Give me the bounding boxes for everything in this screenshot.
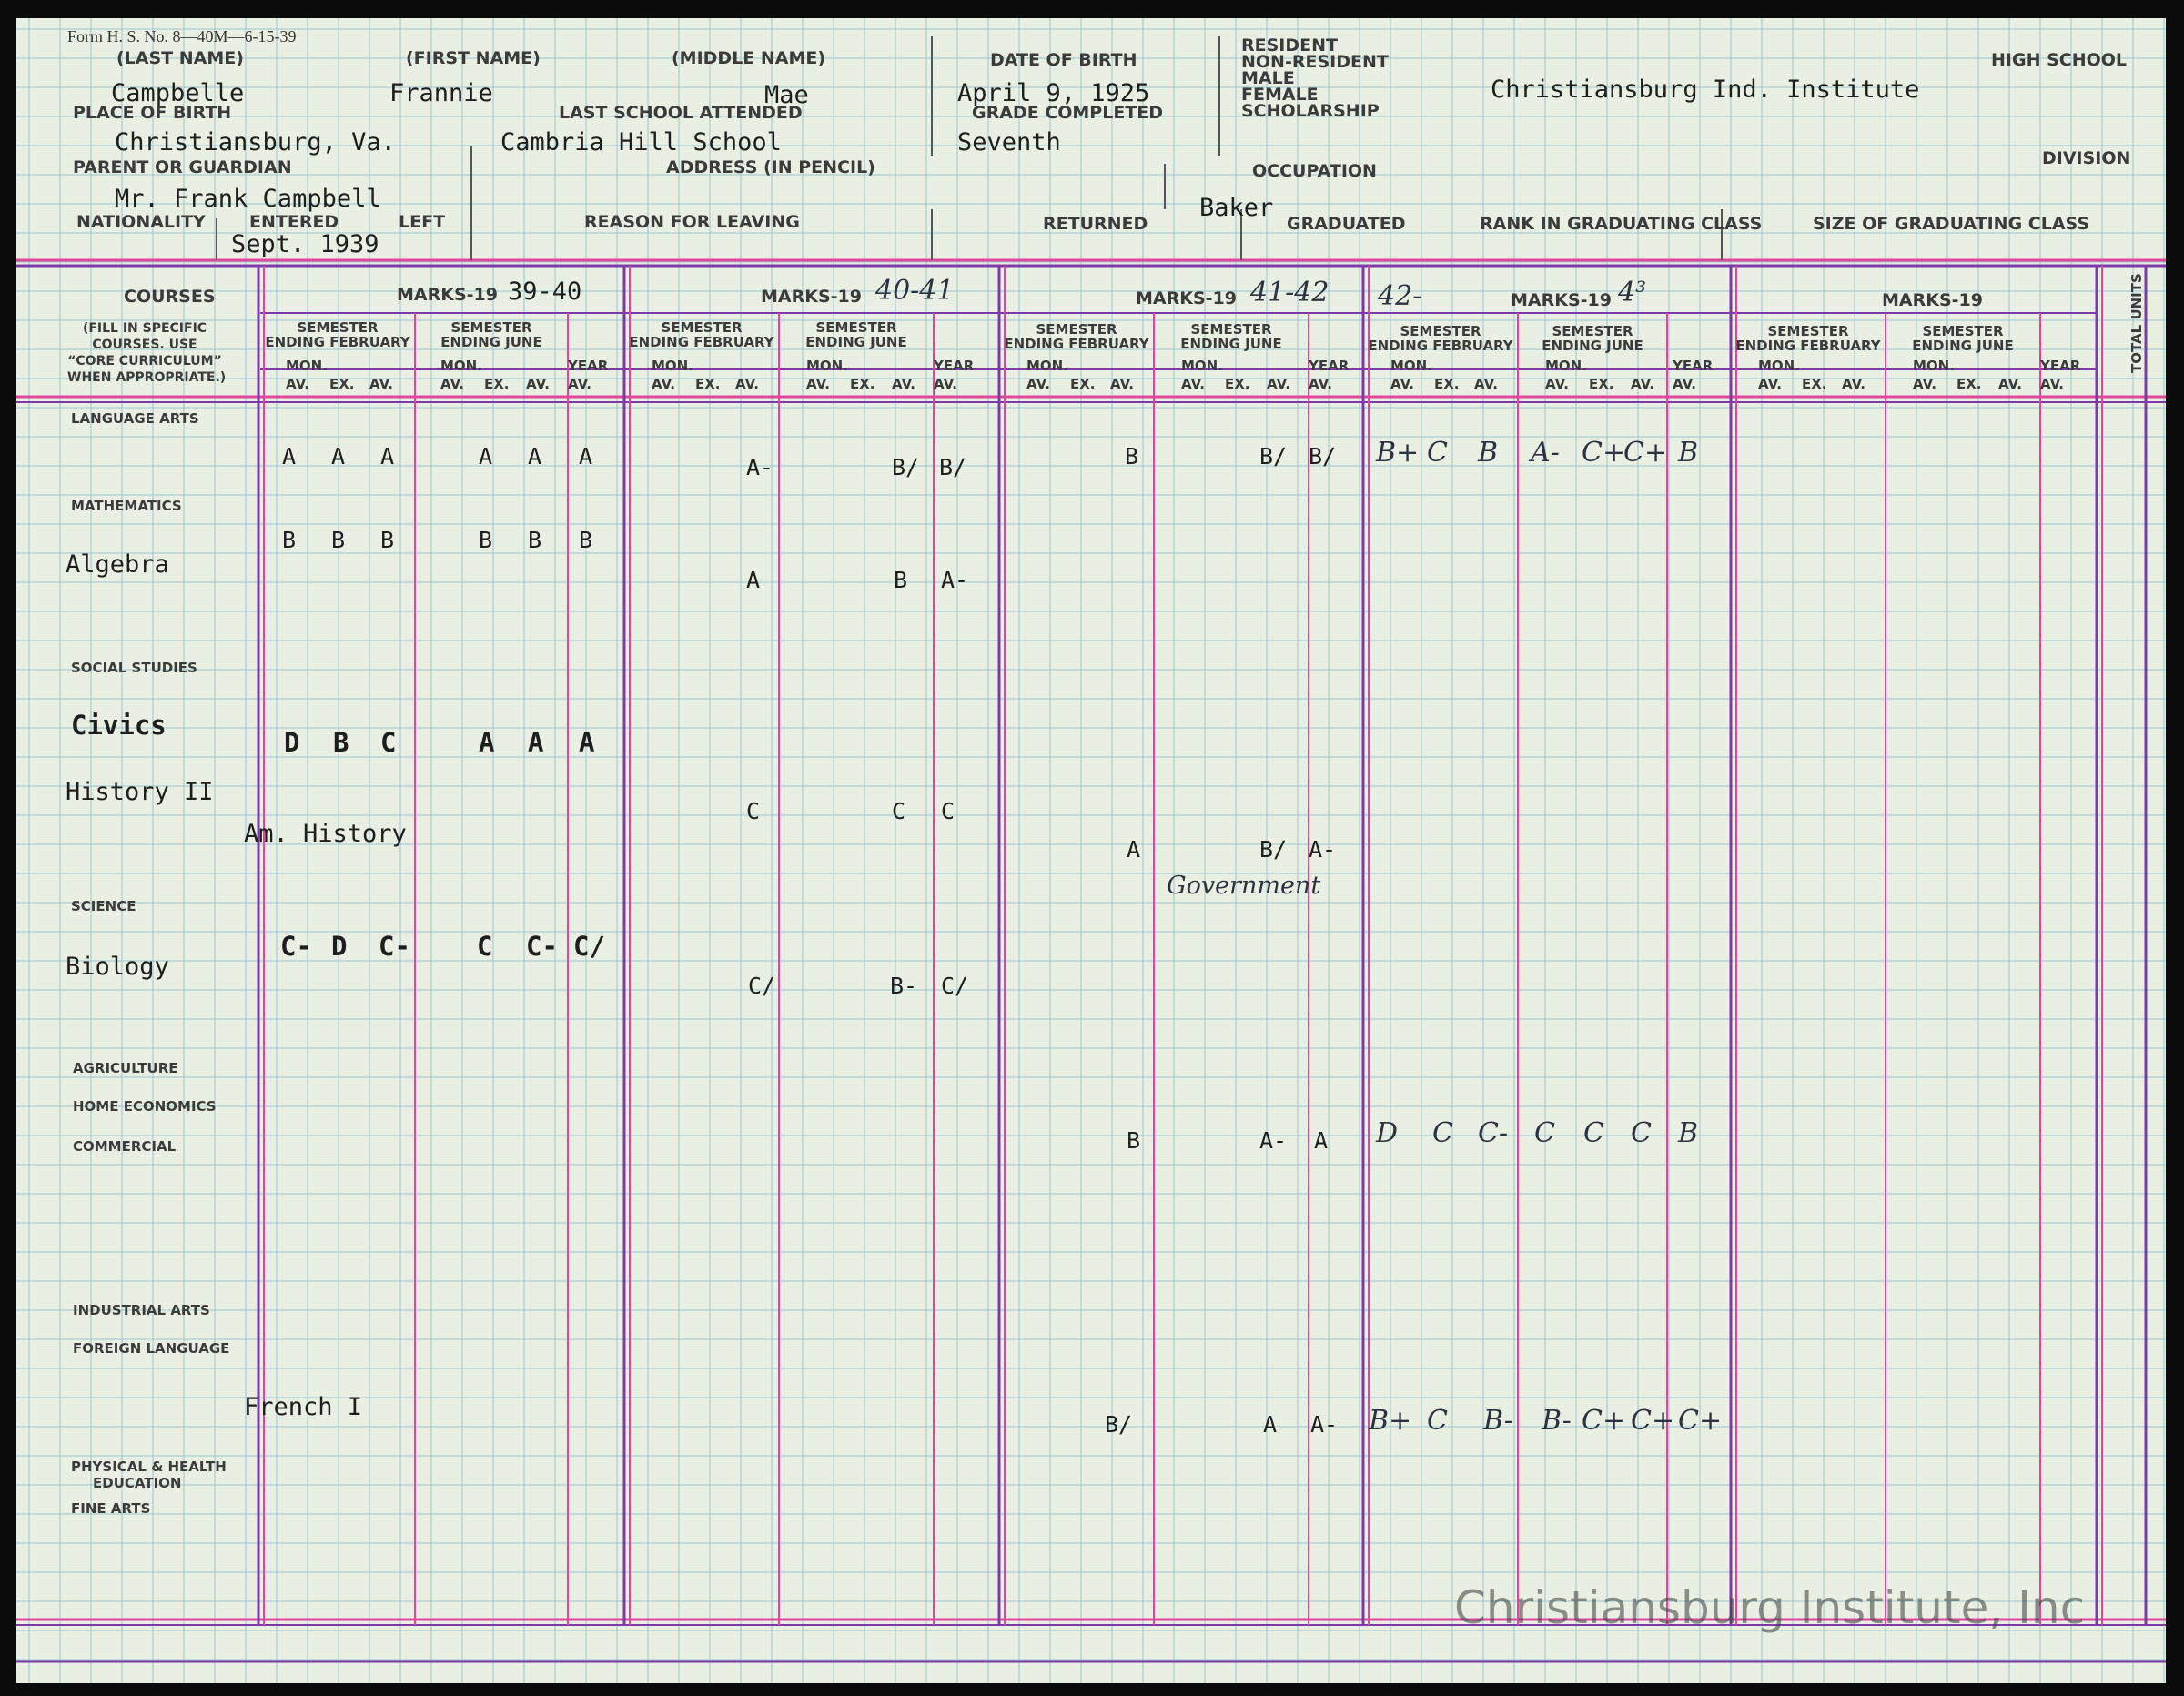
place-of-birth-label: PLACE OF BIRTH (73, 103, 232, 123)
sem-feb-1b: ENDING FEBRUARY (265, 334, 410, 350)
year-label-3: 41-42 (1250, 277, 1330, 308)
grade-language-arts-1939: A (380, 443, 395, 469)
division-label: DIVISION (2042, 148, 2131, 168)
grade-biology-1940: C∕ (748, 973, 776, 999)
marks-label-3: MARKS-19 (1136, 288, 1237, 308)
place-of-birth-value: Christiansburg, Va. (115, 128, 396, 156)
entered-label: ENTERED (249, 212, 339, 232)
address-label: ADDRESS (IN PENCIL) (666, 157, 875, 177)
grade-language-arts-1942: C (1427, 437, 1448, 469)
col-header-av: AV. (1267, 376, 1290, 392)
grade-french-1941: A (1263, 1411, 1278, 1438)
col-header-mon-av: AV. (440, 376, 464, 392)
grade-language-arts-1939: A (282, 443, 297, 469)
grade-home-economics-1942: C- (1478, 1117, 1509, 1149)
marks-label-5: MARKS-19 (1882, 290, 1983, 310)
grade-mathematics-1939: B (479, 527, 493, 553)
col-header-mon: MON. (1913, 358, 1955, 374)
col-header-mon: MON. (1181, 358, 1223, 374)
sem-june-2: SEMESTER (815, 319, 897, 336)
sem-june-5b: ENDING JUNE (1912, 338, 2014, 354)
col-header-av: AV. (1631, 376, 1654, 392)
col-header-ex: EX. (1802, 376, 1827, 392)
category-agriculture: AGRICULTURE (73, 1060, 178, 1076)
middle-name-label: (MIDDLE NAME) (672, 48, 826, 68)
sem-june-4b: ENDING JUNE (1542, 338, 1643, 354)
status-label-female: FEMALE (1241, 85, 1319, 105)
ruled-grid (16, 18, 2166, 1683)
grade-history-ii-1940: C (892, 798, 906, 824)
dob-label: DATE OF BIRTH (990, 50, 1138, 70)
col-header-mon-av: AV. (1545, 376, 1569, 392)
sem-june-5: SEMESTER (1922, 323, 2004, 339)
courses-note-line: (FILL IN SPECIFIC (82, 321, 207, 336)
grade-language-arts-1942: C+ (1623, 437, 1668, 469)
col-header-mon: MON. (1545, 358, 1587, 374)
col-header-av: AV. (526, 376, 550, 392)
grade-language-arts-1942: B (1678, 437, 1699, 469)
grade-french-1941: B∕ (1105, 1411, 1133, 1438)
col-header-mon: MON. (1390, 358, 1432, 374)
grade-french-1942: B+ (1369, 1405, 1412, 1437)
last-school-label: LAST SCHOOL ATTENDED (559, 103, 803, 123)
course-history-ii: History II (66, 778, 214, 806)
col-header-mon: MON. (440, 358, 482, 374)
parent-value: Mr. Frank Campbell (115, 185, 381, 213)
col-header-mon-av: AV. (286, 376, 309, 392)
grade-algebra-1940: B (894, 567, 908, 593)
col-header-ex: EX. (1225, 376, 1250, 392)
sem-june-3: SEMESTER (1190, 321, 1272, 338)
grade-home-economics-1942: B (1678, 1117, 1699, 1149)
grade-language-arts-1942: C+ (1582, 437, 1626, 469)
category-industrial-arts: INDUSTRIAL ARTS (73, 1302, 210, 1318)
year-label-4: 4³ (1618, 277, 1647, 308)
grade-mathematics-1939: B (331, 527, 346, 553)
grade-french-1942: B- (1542, 1405, 1572, 1437)
grade-civics-1939: C (380, 727, 397, 758)
status-label-male: MALE (1241, 68, 1295, 88)
reason-label: REASON FOR LEAVING (584, 212, 800, 232)
course-biology: Biology (66, 953, 169, 981)
col-header-av: AV. (892, 376, 915, 392)
grade-language-arts-1941: B∕ (1309, 443, 1337, 469)
grade-am-history-1941: B∕ (1259, 836, 1288, 863)
record-card (16, 18, 2166, 1683)
sem-june-4: SEMESTER (1552, 323, 1633, 339)
status-label-nonresident: NON-RESIDENT (1241, 52, 1389, 72)
returned-label: RETURNED (1043, 214, 1148, 234)
col-header-year-av: AV. (1309, 376, 1332, 392)
occupation-label: OCCUPATION (1252, 161, 1377, 181)
col-header-year: YEAR (1309, 358, 1350, 374)
col-header-ex: EX. (1956, 376, 1982, 392)
col-header-av: AV. (369, 376, 393, 392)
grade-language-arts-1939: A (528, 443, 542, 469)
total-units-label: TOTAL UNITS (2128, 273, 2145, 373)
grade-civics-1939: D (284, 727, 300, 758)
col-header-year: YEAR (1673, 358, 1714, 374)
col-header-mon-av: AV. (1390, 376, 1414, 392)
year-label-1: 39-40 (508, 278, 582, 306)
grade-am-history-1941: A (1127, 836, 1141, 863)
grade-civics-1939: A (479, 727, 495, 758)
category-home-economics: HOME ECONOMICS (73, 1098, 217, 1115)
grade-french-1942: C+ (1631, 1405, 1675, 1437)
grade-language-arts-1942: B+ (1376, 437, 1420, 469)
col-header-mon: MON. (806, 358, 848, 374)
grade-completed-value: Seventh (957, 128, 1061, 156)
category-social-studies: SOCIAL STUDIES (71, 660, 197, 676)
grade-home-economics-1942: C (1432, 1117, 1453, 1149)
col-header-mon-av: AV. (1913, 376, 1936, 392)
grade-home-economics-1941: A (1314, 1127, 1329, 1154)
grade-biology-1940: B- (890, 973, 918, 999)
grade-language-arts-1939: A (331, 443, 346, 469)
sem-june-2b: ENDING JUNE (805, 334, 907, 350)
col-header-mon-av: AV. (1758, 376, 1782, 392)
grade-mathematics-1939: B (579, 527, 593, 553)
col-header-ex: EX. (850, 376, 875, 392)
col-header-year: YEAR (2040, 358, 2081, 374)
category-education: EDUCATION (93, 1475, 182, 1491)
sem-feb-5: SEMESTER (1767, 323, 1849, 339)
sem-feb-4: SEMESTER (1400, 323, 1481, 339)
last-name-label: (LAST NAME) (116, 48, 244, 68)
grade-science-1939: C- (379, 931, 410, 962)
grade-civics-1939: A (579, 727, 595, 758)
last-name-value: Campbelle (111, 79, 245, 107)
marks-label-2: MARKS-19 (761, 287, 862, 307)
grade-home-economics-1942: C (1631, 1117, 1652, 1149)
first-name-label: (FIRST NAME) (406, 48, 541, 68)
grade-home-economics-1942: C (1583, 1117, 1604, 1149)
courses-note-line: “CORE CURRICULUM” (67, 354, 222, 368)
col-header-year-av: AV. (1673, 376, 1696, 392)
course-am-history: Am. History (244, 820, 407, 848)
course-civics: Civics (71, 710, 167, 741)
high-school-label: HIGH SCHOOL (1991, 50, 2128, 70)
grade-language-arts-1940: B∕ (892, 454, 920, 480)
category-mathematics: MATHEMATICS (71, 498, 182, 514)
col-header-ex: EX. (1070, 376, 1096, 392)
col-header-mon: MON. (286, 358, 328, 374)
grade-mathematics-1939: B (528, 527, 542, 553)
sem-feb-1: SEMESTER (297, 319, 379, 336)
grade-completed-label: GRADE COMPLETED (972, 103, 1164, 123)
grade-french-1942: C+ (1678, 1405, 1723, 1437)
courses-label: COURSES (124, 287, 216, 307)
form-number: Form H. S. No. 8—40M—6-15-39 (67, 27, 297, 45)
grade-history-ii-1940: C (746, 798, 761, 824)
col-header-mon-av: AV. (1026, 376, 1050, 392)
sem-feb-2b: ENDING FEBRUARY (629, 334, 774, 350)
grade-language-arts-1941: B∕ (1259, 443, 1288, 469)
category-foreign-language: FOREIGN LANGUAGE (73, 1340, 230, 1357)
size-label: SIZE OF GRADUATING CLASS (1813, 214, 2090, 234)
grade-language-arts-1939: A (579, 443, 593, 469)
grade-home-economics-1941: B (1127, 1127, 1141, 1154)
col-header-ex: EX. (329, 376, 355, 392)
col-header-year-av: AV. (2040, 376, 2064, 392)
col-header-ex: EX. (484, 376, 510, 392)
grade-home-economics-1941: A- (1259, 1127, 1288, 1154)
grade-french-1942: C (1427, 1405, 1448, 1437)
grade-language-arts-1942: B (1478, 437, 1499, 469)
grade-science-1939: C- (280, 931, 312, 962)
sem-feb-5b: ENDING FEBRUARY (1735, 338, 1881, 354)
grade-am-history-1941: A- (1309, 836, 1337, 863)
grade-civics-1939: A (528, 727, 544, 758)
category-fine-arts: FINE ARTS (71, 1500, 151, 1517)
category-language-arts: LANGUAGE ARTS (71, 410, 199, 427)
course-government: Government (1167, 872, 1321, 900)
grade-algebra-1940: A (746, 567, 761, 593)
entered-value: Sept. 1939 (231, 230, 379, 258)
sem-feb-2: SEMESTER (661, 319, 743, 336)
col-header-mon: MON. (652, 358, 693, 374)
category-commercial: COMMERCIAL (73, 1138, 177, 1155)
col-header-mon-av: AV. (1181, 376, 1205, 392)
middle-name-value: Mae (764, 81, 809, 109)
col-header-av: AV. (1474, 376, 1498, 392)
col-header-ex: EX. (1434, 376, 1460, 392)
sem-june-1: SEMESTER (450, 319, 532, 336)
grade-language-arts-1940: A- (746, 454, 774, 480)
col-header-av: AV. (1998, 376, 2022, 392)
year-4-prefix: 42- (1378, 280, 1422, 312)
grade-history-ii-1940: C (941, 798, 956, 824)
graduated-label: GRADUATED (1287, 214, 1406, 234)
status-label-resident: RESIDENT (1241, 35, 1338, 56)
col-header-year-av: AV. (568, 376, 592, 392)
parent-label: PARENT OR GUARDIAN (73, 157, 292, 177)
col-header-year: YEAR (934, 358, 975, 374)
sem-feb-4b: ENDING FEBRUARY (1368, 338, 1513, 354)
col-header-mon-av: AV. (652, 376, 675, 392)
course-french-i: French I (244, 1393, 363, 1421)
courses-note-line: COURSES. USE (92, 338, 197, 352)
col-header-ex: EX. (1589, 376, 1614, 392)
col-header-av: AV. (735, 376, 759, 392)
col-header-mon-av: AV. (806, 376, 830, 392)
col-header-mon: MON. (1758, 358, 1800, 374)
col-header-av: AV. (1110, 376, 1134, 392)
col-header-year-av: AV. (934, 376, 957, 392)
sem-feb-3: SEMESTER (1036, 321, 1117, 338)
nationality-label: NATIONALITY (76, 212, 206, 232)
grade-french-1942: C+ (1582, 1405, 1626, 1437)
grade-science-1939: C- (526, 931, 558, 962)
col-header-av: AV. (1842, 376, 1866, 392)
watermark: Christiansburg Institute, Inc (1454, 1581, 2086, 1634)
grade-language-arts-1942: A- (1531, 437, 1560, 469)
col-header-ex: EX. (695, 376, 721, 392)
grade-language-arts-1940: B∕ (939, 454, 967, 480)
col-header-year: YEAR (568, 358, 609, 374)
sem-feb-3b: ENDING FEBRUARY (1004, 336, 1149, 352)
grade-french-1941: A- (1310, 1411, 1339, 1438)
category-physical-health: PHYSICAL & HEALTH (71, 1459, 227, 1475)
grade-algebra-1940: A- (941, 567, 969, 593)
grade-mathematics-1939: B (282, 527, 297, 553)
marks-label-1: MARKS-19 (397, 285, 498, 305)
left-label: LEFT (399, 212, 446, 232)
grade-french-1942: B- (1483, 1405, 1513, 1437)
dob-value: April 9, 1925 (957, 79, 1150, 107)
grade-civics-1939: B (333, 727, 349, 758)
first-name-value: Frannie (389, 79, 493, 107)
courses-note-line: WHEN APPROPRIATE.) (67, 370, 227, 385)
sem-june-3b: ENDING JUNE (1180, 336, 1282, 352)
grade-science-1939: C∕ (573, 931, 605, 962)
grade-mathematics-1939: B (380, 527, 395, 553)
category-science: SCIENCE (71, 898, 136, 914)
grade-biology-1940: C∕ (941, 973, 969, 999)
grade-science-1939: C (477, 931, 493, 962)
grade-language-arts-1939: A (479, 443, 493, 469)
col-header-mon: MON. (1026, 358, 1068, 374)
grade-language-arts-1941: B (1125, 443, 1139, 469)
grade-home-economics-1942: D (1376, 1117, 1399, 1149)
grade-science-1939: D (331, 931, 348, 962)
occupation-value: Baker (1199, 194, 1274, 222)
sem-june-1b: ENDING JUNE (440, 334, 542, 350)
course-algebra: Algebra (66, 550, 169, 579)
year-label-2: 40-41 (875, 275, 955, 307)
grade-home-economics-1942: C (1534, 1117, 1555, 1149)
marks-label-4: MARKS-19 (1511, 290, 1612, 310)
rank-label: RANK IN GRADUATING CLASS (1480, 214, 1763, 234)
status-label-scholarship: SCHOLARSHIP (1241, 101, 1380, 121)
last-school-value: Cambria Hill School (500, 128, 782, 156)
high-school-value: Christiansburg Ind. Institute (1491, 76, 1920, 104)
